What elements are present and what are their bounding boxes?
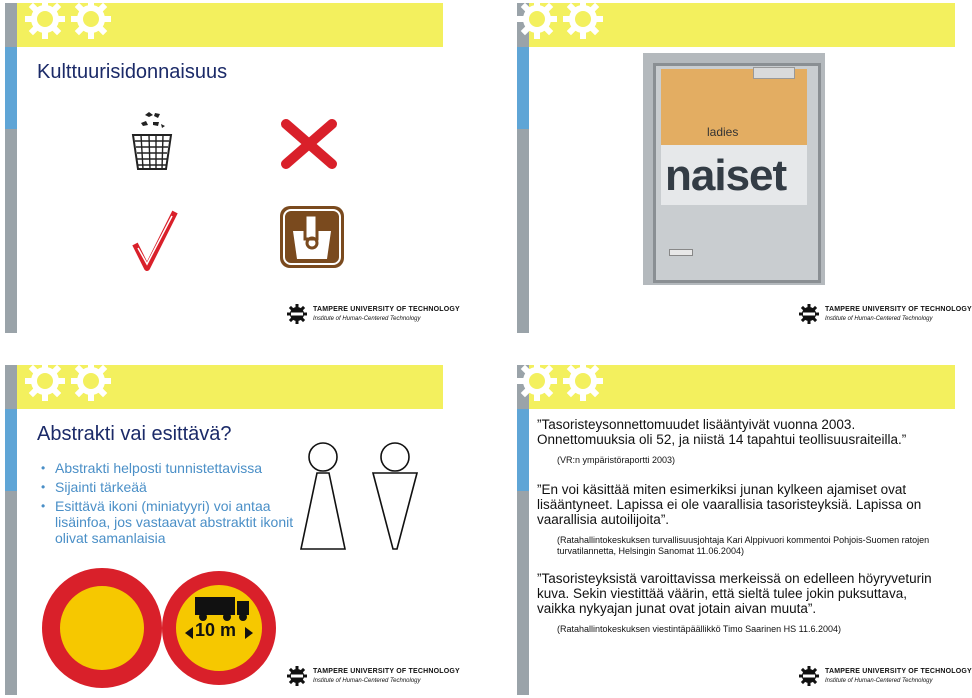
slide-culture	[5, 3, 460, 333]
logo-institute-text: Institute of Human-Centered Technology	[313, 678, 421, 684]
no-entry-sign-icon	[49, 561, 155, 695]
waste-sign-icon	[279, 205, 345, 269]
slide-title: Abstrakti vai esittävä?	[37, 423, 232, 445]
slide-left-bar	[5, 3, 17, 333]
slide-left-bar	[5, 365, 17, 695]
tut-gear-icon	[287, 304, 307, 324]
female-figure-icon	[367, 441, 423, 553]
quote-source: (Ratahallintokeskuksen viestintäpäällikkö Timo Saarinen HS 11.6.2004)	[557, 624, 841, 634]
red-checkmark-icon	[131, 208, 179, 272]
gear-icon	[515, 359, 623, 407]
quote-block	[537, 417, 937, 635]
quote-paragraph: ”Tasoristeysonnettomuudet lisääntyivät vuonna 2003. Onnettomuuksia oli 52, ja niistä 14 tapahtui teollisuusraiteilla.”	[537, 417, 907, 447]
gear-icon	[515, 0, 623, 45]
quote-source: (Ratahallintokeskuksen turvallisuusjohtaja Kari Alppivuori kommentoi Pohjois-Suomen ratojen turvatilannetta, Helsingin Sanomat 11.06.2004)	[557, 535, 930, 556]
tut-gear-icon	[799, 304, 819, 324]
bullet-item: • Sijainti tärkeää	[41, 479, 315, 495]
quote-paragraph: ”En voi käsittää miten esimerkiksi junan kylkeen ajamiset ovat lisääntyneet. Lapissa ei ole vaarallisia tasoristeyksiä. Lapissa on vaarallisia autoilijoita”.	[537, 482, 922, 527]
quote-paragraph: ”Tasoristeyksistä varoittavissa merkeissä on edelleen höyryveturin kuva. Sekin viestittää väärin, että sieltä tulee jokin puksuttava, vaikka nykyajan junat ovat jotain aivan muuta”.	[537, 571, 932, 616]
slide-crossing	[517, 365, 972, 695]
door-handle	[669, 249, 693, 256]
logo-institute-text: Institute of Human-Centered Technology	[313, 316, 421, 322]
gear-icon	[23, 0, 131, 45]
logo-university-text: TAMPERE UNIVERSITY OF TECHNOLOGY	[313, 668, 460, 675]
slide-title: Kulttuurisidonnaisuus	[37, 61, 228, 83]
tut-logo	[799, 301, 972, 329]
sign-ladies: ladies	[707, 125, 739, 139]
bullet-list	[41, 460, 315, 549]
tut-gear-icon	[287, 666, 307, 686]
tut-logo	[287, 301, 460, 329]
male-figure-icon	[295, 441, 351, 553]
logo-institute-text: Institute of Human-Centered Technology	[825, 678, 933, 684]
quote-source: (VR:n ympäristöraportti 2003)	[557, 455, 676, 465]
slide-photo	[517, 3, 972, 333]
logo-university-text: TAMPERE UNIVERSITY OF TECHNOLOGY	[313, 306, 460, 313]
sign-distance-label: 10 m	[195, 620, 237, 640]
logo-institute-text: Institute of Human-Centered Technology	[825, 316, 933, 322]
tut-logo	[799, 663, 972, 691]
slide-left-bar	[517, 3, 529, 333]
logo-university-text: TAMPERE UNIVERSITY OF TECHNOLOGY	[825, 668, 972, 675]
door-photo	[643, 53, 825, 285]
waste-basket-icon	[123, 109, 181, 173]
slide-left-bar	[517, 365, 529, 695]
logo-university-text: TAMPERE UNIVERSITY OF TECHNOLOGY	[825, 306, 972, 313]
sign-naiset: naiset	[665, 151, 787, 200]
tut-logo	[287, 663, 460, 691]
slide-abstract	[5, 365, 460, 695]
tut-gear-icon	[799, 666, 819, 686]
door-closer	[753, 67, 795, 79]
gear-icon	[23, 359, 131, 407]
bullet-item: • Esittävä ikoni (miniatyyri) voi antaa lisäinfoa, jos vastaavat abstraktit ikonit olivat samanlaisia	[41, 498, 315, 546]
red-cross-icon	[280, 118, 338, 170]
bullet-item: • Abstrakti helposti tunnistettavissa	[41, 460, 315, 476]
